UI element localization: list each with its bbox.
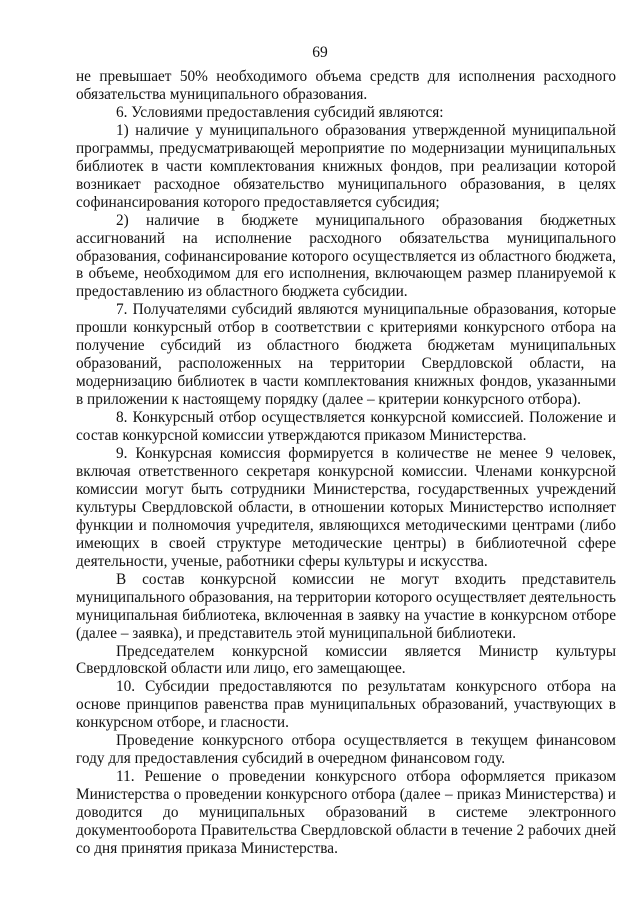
paragraph: не превышает 50% необходимого объема средств для исполнения расходного обязательства муниципального образования. bbox=[76, 68, 616, 103]
paragraph: Председателем конкурсной комиссии является Министр культуры Свердловской области или лицо, его замещающее. bbox=[76, 642, 616, 678]
paragraph: Проведение конкурсного отбора осуществляется в текущем финансовом году для предоставления субсидий в очередном финансовом году. bbox=[76, 732, 616, 768]
paragraph: 10. Субсидии предоставляются по результатам конкурсного отбора на основе принципов равенства прав муниципальных образований, участвующих в конкурсном отборе, и гласности. bbox=[76, 678, 616, 732]
document-body bbox=[76, 68, 616, 858]
paragraph: 11. Решение о проведении конкурсного отбора оформляется приказом Министерства о проведении конкурсного отбора (далее – приказ Министерства) и доводится до муниципальных образований в системе электронного документооборота Правительства Свердловской области в течение 2 рабочих дней со дня принятия приказа Министерства. bbox=[76, 768, 616, 857]
paragraph: 7. Получателями субсидий являются муниципальные образования, которые прошли конкурсный отбор в соответствии с критериями конкурсного отбора на получение субсидий из областного бюджета бюджетам муниципальных образований, расположенных на территории Свердловской области, на модернизацию библиотек в части комплектования книжных фондов, указанными в приложении к настоящему порядку (далее – критерии конкурсного отбора). bbox=[76, 301, 616, 409]
paragraph: 9. Конкурсная комиссия формируется в количестве не менее 9 человек, включая ответственного секретаря конкурсной комиссии. Членами конкурсной комиссии могут быть сотрудники Министерства, государственных учреждений культуры Свердловской области, в отношении которых Министерство исполняет функции и полномочия учредителя, являющихся методическими центрами (либо имеющих в своей структуре методические центры) в библиотечной сфере деятельности, ученые, работники сферы культуры и искусства. bbox=[76, 445, 616, 570]
paragraph: 1) наличие у муниципального образования утвержденной муниципальной программы, предусматривающей мероприятие по модернизации муниципальных библиотек в части комплектования книжных фондов, при реализации которой возникает расходное обязательство муниципального образования, в целях софинансирования которого предоставляется субсидия; bbox=[76, 121, 616, 211]
paragraph: 2) наличие в бюджете муниципального образования бюджетных ассигнований на исполнение расходного обязательства муниципального образования, софинансирование которого осуществляется из областного бюджета, в объеме, необходимом для его исполнения, включающем размер планируемой к предоставлению из областного бюджета субсидии. bbox=[76, 211, 616, 301]
paragraph: 8. Конкурсный отбор осуществляется конкурсной комиссией. Положение и состав конкурсной комиссии утверждаются приказом Министерства. bbox=[76, 409, 616, 445]
page-number: 69 bbox=[312, 44, 328, 61]
paragraph: 6. Условиями предоставления субсидий являются: bbox=[116, 103, 444, 121]
paragraph: В состав конкурсной комиссии не могут входить представитель муниципального образования, на территории которого осуществляет деятельность муниципальная библиотека, включенная в заявку на участие в конкурсном отборе (далее – заявка), и представитель этой муниципальной библиотеки. bbox=[76, 570, 616, 642]
